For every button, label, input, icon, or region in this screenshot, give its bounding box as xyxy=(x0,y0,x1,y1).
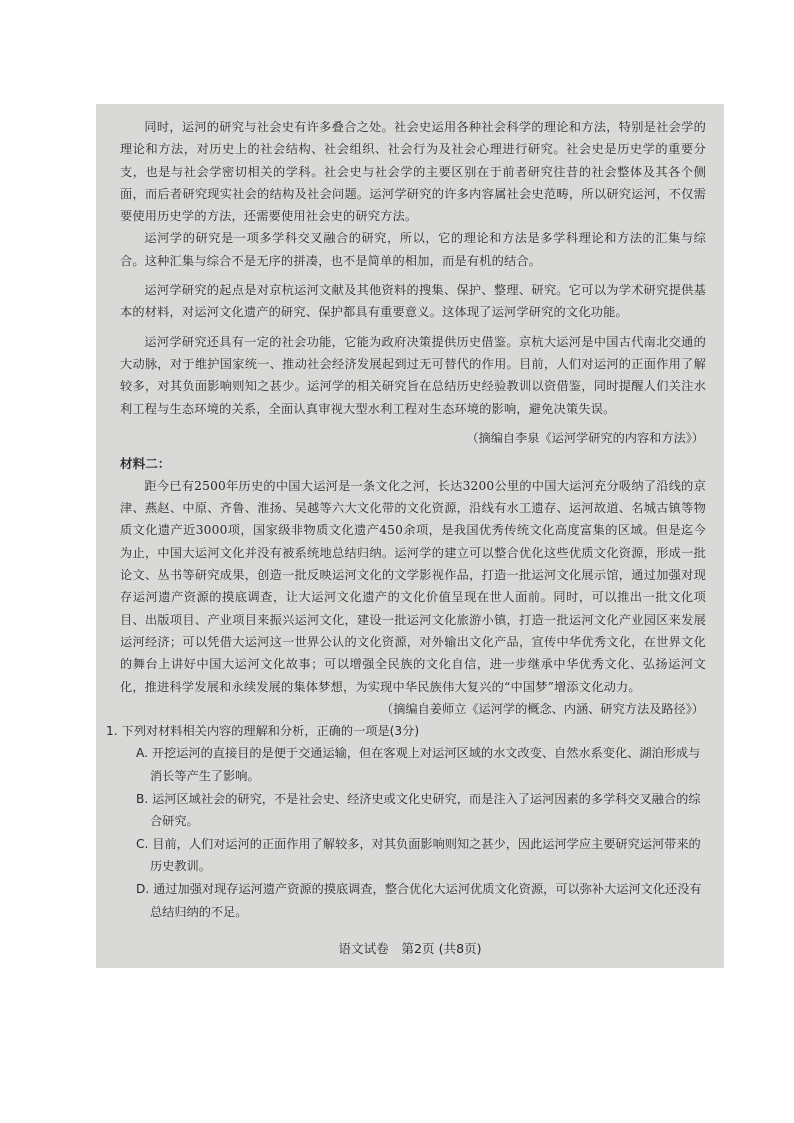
material2-heading: 材料二： xyxy=(120,455,171,471)
exam-page xyxy=(96,104,724,968)
material1-paragraph-2: 运河学的研究是一项多学科交叉融合的研究，所以，它的理论和方法是多学科理论和方法的汇集与综合。这种汇集与综合不是无序的拼凑，也不是简单的相加，而是有机的结合。 xyxy=(120,231,706,268)
option-d: D. 通过加强对现存运河遗产资源的摸底调查，整合优化大运河优质文化资源，可以弥补大运河文化还没有总结归纳的不足。 xyxy=(136,881,702,919)
material1-paragraph-4: 运河学研究还具有一定的社会功能，它能为政府决策提供历史借鉴。京杭大运河是中国古代南北交通的大动脉，对于维护国家统一、推动社会经济发展起到过无可替代的作用。目前，人们对运河的正面作用了解较多，对其负面影响则知之甚少。运河学的相关研究旨在总结历史经验教训以资借鉴，同时提醒人们关注水利工程与生态环境的关系，全面认真审视大型水利工程对生态环境的影响，避免决策失误。 xyxy=(120,334,706,416)
material2-paragraph: 距今已有2500年历史的中国大运河是一条文化之河，长达3200公里的中国大运河充分吸纳了沿线的京津、燕赵、中原、齐鲁、淮扬、吴越等六大文化带的文化资源，沿线有水工遗存、运河故道、名城古镇等物质文化遗产近3000项，国家级非物质文化遗产450余项，是我国优秀传统文化高度富集的区域。但是迄今为止，中国大运河文化并没有被系统地总结归纳。运河学的建立可以整合优化这些优质文化资源，形成一批论文、丛书等研究成果，创造一批反映运河文化的文学影视作品，打造一批运河文化展示馆，通过加强对现存运河遗产资源的摸底调查，让大运河文化遗产的文化价值呈现在世人面前。同时，可以推出一批文化项目、出版项目、产业项目来振兴运河文化，建设一批运河文化旅游小镇，打造一批运河文化产业园区来发展运河经济；可以凭借大运河这一世界公认的文化资源，对外输出文化产品，宣传中华优秀文化，在世界文化的舞台上讲好中国大运河文化故事；可以增强全民族的文化自信，进一步继承中华优秀文化、弘扬运河文化，推进科学发展和永续发展的集体梦想，为实现中华民族伟大复兴的“中国梦”增添文化动力。 xyxy=(120,478,706,694)
material2-source: （摘编自姜师立《运河学的概念、内涵、研究方法及路径》） xyxy=(381,701,704,716)
option-b: B. 运河区域社会的研究，不是社会史、经济史或文化史研究，而是注入了运河因素的多学科交叉融合的综合研究。 xyxy=(136,791,701,829)
option-c: C. 目前，人们对运河的正面作用了解较多，对其负面影响则知之甚少，因此运河学应主要研究运河带来的历史教训。 xyxy=(136,836,701,874)
page-footer: 语文试卷 第2页 (共8页) xyxy=(338,941,482,956)
material1-paragraph-3: 运河学研究的起点是对京杭运河文献及其他资料的搜集、保护、整理、研究。它可以为学术研究提供基本的材料，对运河文化遗产的研究、保护都具有重要意义。这体现了运河学研究的文化功能。 xyxy=(120,283,706,320)
material1-source: （摘编自李泉《运河学研究的内容和方法》） xyxy=(466,430,704,445)
question-stem: 1. 下列对材料相关内容的理解和分析，正确的一项是(3分) xyxy=(106,723,420,738)
option-a: A. 开挖运河的直接目的是便于交通运输，但在客观上对运河区域的水文改变、自然水系变化、湖泊形成与消长等产生了影响。 xyxy=(136,746,701,784)
material1-paragraph-1: 同时，运河的研究与社会史有许多叠合之处。社会史运用各种社会科学的理论和方法，特别是社会学的理论和方法，对历史上的社会结构、社会组织、社会行为及社会心理进行研究。社会史是历史学的重要分支，也是与社会学密切相关的学科。社会史与社会学的主要区别在于前者研究往昔的社会整体及其各个侧面，而后者研究现实社会的结构及社会问题。运河学研究的许多内容属社会史范畴，所以研究运河，不仅需要使用历史学的方法，还需要使用社会史的研究方法。 xyxy=(120,120,706,224)
